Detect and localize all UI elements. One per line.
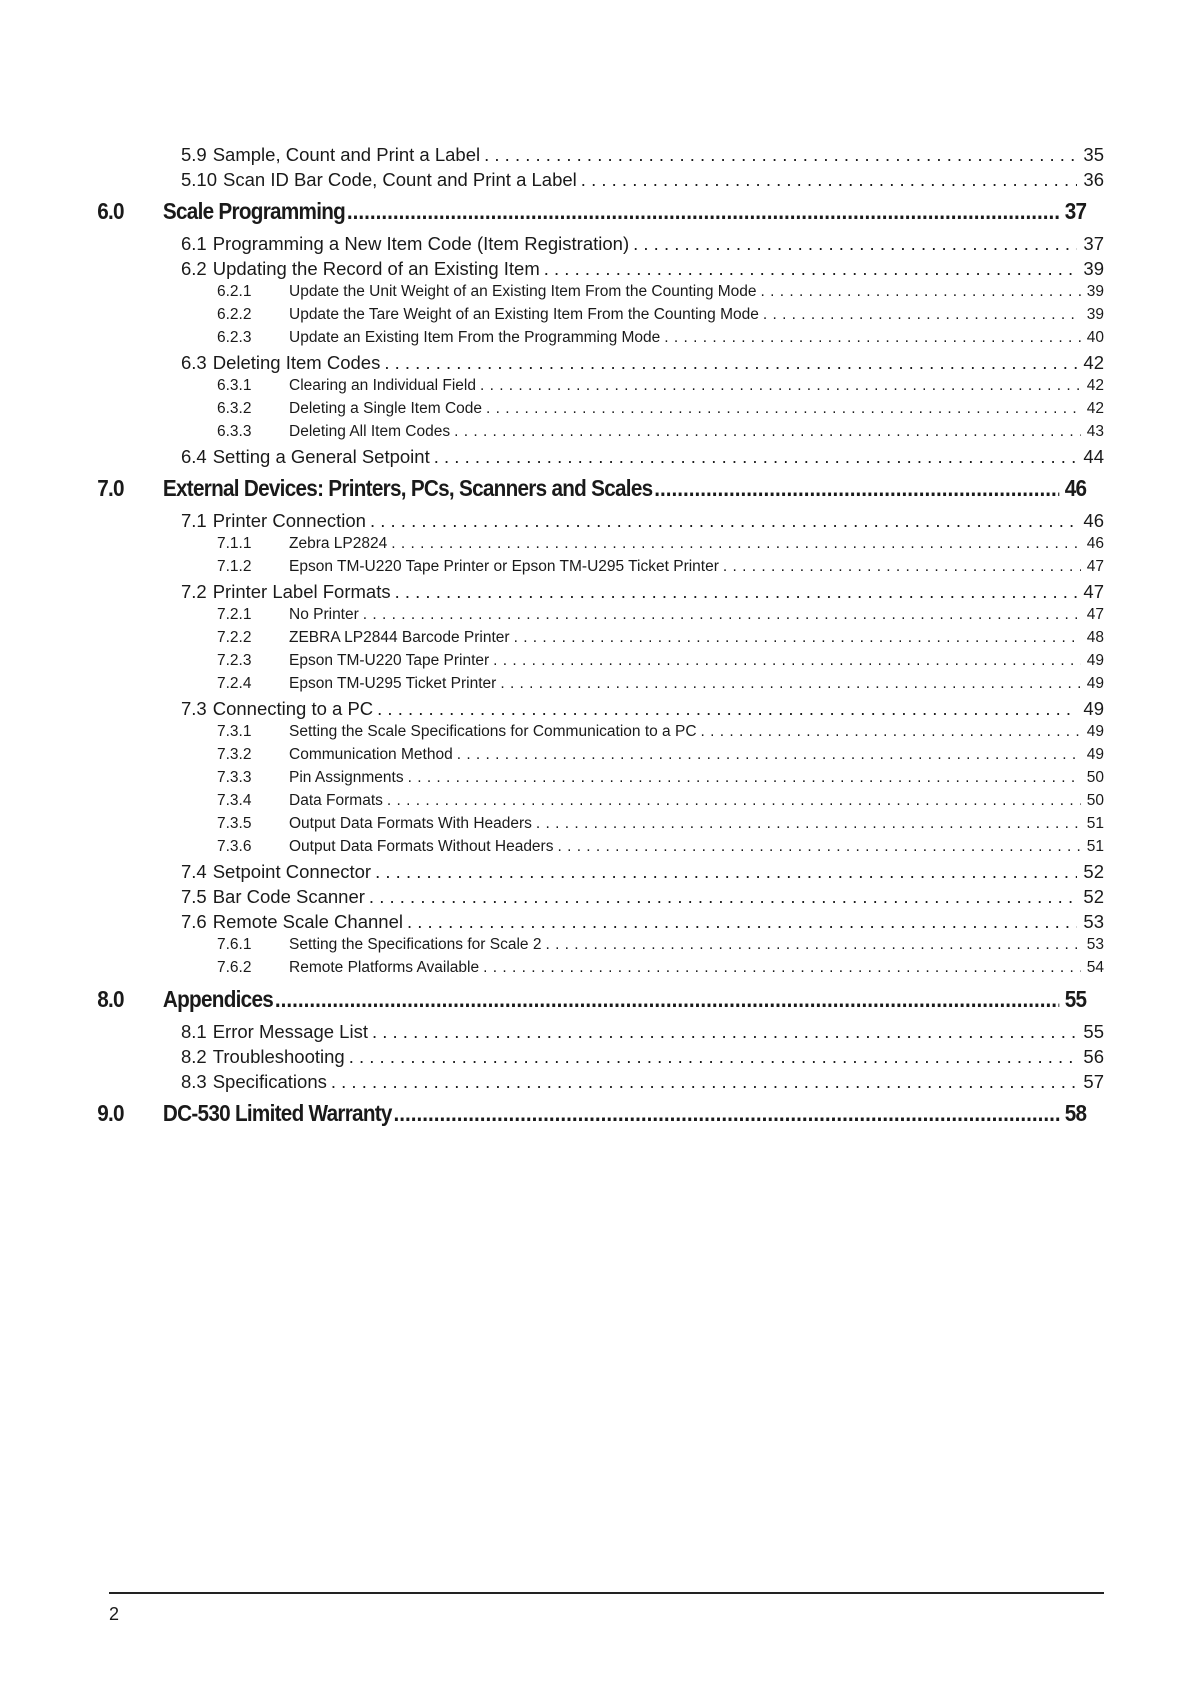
toc-entry-6-2-3[interactable] [0,329,1104,352]
toc-entry-title: Setting the Specifications for Scale 2 [289,936,542,953]
dot-leader [532,815,1081,833]
toc-entry-number: 7.3.4 [217,792,252,809]
toc-entry-number: 7.1.2 [217,558,252,575]
toc-entry-page: 49 [1086,723,1104,740]
toc-entry-number: 8.0 [97,986,124,1012]
toc-entry-title: Setting a General Setpoint [212,446,430,467]
toc-entry-8-1[interactable] [0,1021,1104,1046]
toc-entry-7-3-4[interactable] [0,792,1104,815]
toc-entry-5-10[interactable] [0,169,1104,194]
toc-entry-page: 42 [1086,377,1104,394]
toc-entry-number: 7.5 [181,886,207,907]
toc-entry-number: 7.3.6 [217,838,252,855]
toc-entry-page: 47 [1083,581,1104,602]
dot-leader [482,400,1081,418]
toc-entry-page: 54 [1086,959,1104,976]
toc-entry-title: Troubleshooting [212,1046,345,1067]
toc-entry-title: ZEBRA LP2844 Barcode Printer [289,629,510,646]
dot-leader [345,1046,1078,1068]
dot-leader [540,258,1078,280]
toc-entry-page: 50 [1086,769,1104,786]
dot-leader [479,959,1081,977]
toc-entry-7-2-3[interactable] [0,652,1104,675]
toc-entry-number: 6.0 [97,198,124,224]
dot-leader [365,886,1078,908]
toc-entry-number: 8.3 [181,1071,207,1092]
toc-entry-title: Update the Tare Weight of an Existing Item From the Counting Mode [289,306,759,323]
toc-entry-title: DC-530 Limited Warranty [162,1100,392,1126]
toc-entry-page: 35 [1083,144,1104,165]
toc-entry-number: 7.2.4 [217,675,252,692]
toc-entry-6-3-1[interactable] [0,377,1104,400]
toc-entry-6-2[interactable] [0,258,1104,283]
toc-entry-title: Scale Programming [162,198,346,224]
dot-leader [553,838,1080,856]
toc-entry-number: 7.3.3 [217,769,252,786]
toc-entry-page: 58 [1064,1100,1087,1126]
toc-entry-page: 47 [1086,558,1104,575]
toc-entry-7-6-1[interactable] [0,936,1104,959]
toc-entry-page: 42 [1086,400,1104,417]
toc-entry-page: 52 [1083,886,1104,907]
toc-entry-7-3[interactable] [0,698,1104,723]
toc-entry-9-0[interactable] [0,1100,1086,1135]
toc-entry-title: Printer Connection [212,510,366,531]
dot-leader [697,723,1081,741]
page-number: 2 [109,1604,120,1624]
toc-entry-number: 7.0 [97,475,124,501]
toc-entry-page: 37 [1083,233,1104,254]
dot-leader [629,233,1077,255]
toc-entry-page: 47 [1086,606,1104,623]
toc-entry-number: 7.3.5 [217,815,252,832]
toc-entry-title: Output Data Formats With Headers [289,815,532,832]
dot-leader [476,377,1081,395]
toc-entry-number: 7.1.1 [217,535,252,552]
toc-entry-page: 56 [1083,1046,1104,1067]
toc-entry-8-2[interactable] [0,1046,1104,1071]
toc-entry-page: 46 [1064,475,1087,501]
toc-entry-number: 6.3.3 [217,423,252,440]
toc-entry-6-3-2[interactable] [0,400,1104,423]
toc-entry-title: Connecting to a PC [212,698,374,719]
toc-entry-page: 42 [1083,352,1104,373]
dot-leader [510,629,1081,647]
toc-entry-page: 48 [1086,629,1104,646]
dot-leader [759,306,1081,324]
toc-entry-title: No Printer [289,606,359,623]
dot-leader [652,475,1059,502]
dot-leader [327,1071,1078,1093]
toc-entry-title: Error Message List [212,1021,368,1042]
toc-entry-page: 49 [1086,675,1104,692]
toc-entry-page: 51 [1086,838,1104,855]
toc-entry-title: Scan ID Bar Code, Count and Print a Label [223,169,577,190]
dot-leader [387,535,1081,553]
toc-entry-number: 8.2 [181,1046,207,1067]
toc-entry-title: Deleting a Single Item Code [289,400,483,417]
toc-entry-number: 7.3 [181,698,207,719]
toc-entry-title: Remote Platforms Available [289,959,480,976]
toc-entry-title: Pin Assignments [289,769,404,786]
dot-leader [496,675,1080,693]
toc-entry-6-2-1[interactable] [0,283,1104,306]
toc-entry-page: 39 [1086,283,1104,300]
toc-entry-7-6-2[interactable] [0,959,1104,982]
toc-entry-number: 7.6 [181,911,207,932]
toc-entry-page: 55 [1064,986,1087,1012]
toc-entry-page: 52 [1083,861,1104,882]
toc-entry-title: Specifications [212,1071,327,1092]
toc-entry-title: Remote Scale Channel [212,911,403,932]
toc-entry-7-3-6[interactable] [0,838,1104,861]
toc-entry-title: Sample, Count and Print a Label [212,144,481,165]
toc-entry-number: 6.3.1 [217,377,252,394]
toc-entry-number: 7.2.1 [217,606,252,623]
dot-leader [403,911,1077,933]
toc-entry-number: 6.4 [181,446,207,467]
toc-entry-title: Epson TM-U220 Tape Printer [289,652,490,669]
dot-leader [660,329,1080,347]
toc-entry-number: 7.3.1 [217,723,252,740]
toc-entry-7-1-2[interactable] [0,558,1104,581]
toc-entry-7-5[interactable] [0,886,1104,911]
toc-entry-page: 39 [1083,258,1104,279]
dot-leader [392,1100,1060,1127]
toc-entry-number: 5.9 [181,144,207,165]
toc-entry-title: Clearing an Individual Field [289,377,476,394]
toc-entry-number: 8.1 [181,1021,207,1042]
toc-entry-7-3-3[interactable] [0,769,1104,792]
dot-leader [366,510,1077,532]
toc-entry-title: Setpoint Connector [212,861,372,882]
toc-entry-page: 39 [1086,306,1104,323]
toc-entry-number: 9.0 [97,1100,124,1126]
dot-leader [430,446,1078,468]
toc-entry-7-4[interactable] [0,861,1104,886]
toc-entry-number: 6.2.3 [217,329,252,346]
toc-entry-7-1[interactable] [0,510,1104,535]
toc-entry-page: 37 [1064,198,1087,224]
dot-leader [273,986,1059,1013]
toc-entry-8-3[interactable] [0,1071,1104,1096]
toc-entry-page: 49 [1086,746,1104,763]
dot-leader [359,606,1081,624]
toc-entry-number: 7.4 [181,861,207,882]
toc-entry-7-3-2[interactable] [0,746,1104,769]
table-of-contents [0,144,1191,1135]
toc-entry-title: Update the Unit Weight of an Existing Item From the Counting Mode [289,283,757,300]
toc-entry-8-0[interactable] [0,986,1086,1021]
toc-entry-7-2-4[interactable] [0,675,1104,698]
toc-entry-title: Deleting All Item Codes [289,423,451,440]
toc-entry-7-2[interactable] [0,581,1104,606]
toc-entry-number: 7.1 [181,510,207,531]
toc-entry-number: 6.2.1 [217,283,252,300]
toc-entry-6-2-2[interactable] [0,306,1104,329]
dot-leader [383,792,1081,810]
toc-entry-title: Update an Existing Item From the Programming Mode [289,329,661,346]
toc-entry-number: 7.2.2 [217,629,252,646]
toc-entry-page: 44 [1083,446,1104,467]
toc-entry-page: 51 [1086,815,1104,832]
toc-entry-title: Bar Code Scanner [212,886,365,907]
dot-leader [489,652,1081,670]
dot-leader [541,936,1080,954]
toc-entry-7-1-1[interactable] [0,535,1104,558]
toc-entry-number: 6.3.2 [217,400,252,417]
toc-entry-title: Communication Method [289,746,453,763]
toc-entry-6-3-3[interactable] [0,423,1104,446]
toc-entry-number: 6.3 [181,352,207,373]
toc-entry-title: External Devices: Printers, PCs, Scanners and Scales [162,475,653,501]
dot-leader [368,1021,1077,1043]
toc-entry-number: 6.1 [181,233,207,254]
toc-entry-title: Printer Label Formats [212,581,391,602]
toc-entry-7-2-1[interactable] [0,606,1104,629]
toc-entry-page: 49 [1083,698,1104,719]
dot-leader [453,746,1081,764]
toc-entry-page: 40 [1086,329,1104,346]
toc-entry-7-2-2[interactable] [0,629,1104,652]
toc-entry-title: Output Data Formats Without Headers [289,838,554,855]
toc-entry-6-3[interactable] [0,352,1104,377]
toc-entry-page: 55 [1083,1021,1104,1042]
dot-leader [757,283,1081,301]
toc-entry-number: 7.2.3 [217,652,252,669]
toc-entry-number: 7.3.2 [217,746,252,763]
dot-leader [404,769,1081,787]
toc-entry-page: 53 [1086,936,1104,953]
toc-entry-title: Deleting Item Codes [212,352,381,373]
dot-leader [345,198,1059,225]
dot-leader [480,144,1077,166]
toc-entry-page: 53 [1083,911,1104,932]
toc-entry-page: 49 [1086,652,1104,669]
toc-entry-number: 6.2.2 [217,306,252,323]
toc-entry-title: Appendices [162,986,274,1012]
toc-entry-7-3-5[interactable] [0,815,1104,838]
toc-entry-6-0[interactable] [0,198,1086,233]
toc-entry-page: 36 [1083,169,1104,190]
toc-entry-7-6[interactable] [0,911,1104,936]
dot-leader [391,581,1078,603]
dot-leader [373,698,1077,720]
toc-entry-title: Updating the Record of an Existing Item [212,258,540,279]
footer-rule [109,1592,1104,1594]
toc-entry-title: Epson TM-U295 Ticket Printer [289,675,497,692]
toc-entry-7-0[interactable] [0,475,1086,510]
toc-entry-number: 7.6.2 [217,959,252,976]
toc-entry-number: 5.10 [181,169,218,190]
toc-entry-title: Setting the Scale Specifications for Communication to a PC [289,723,697,740]
toc-entry-5-9[interactable] [0,144,1104,169]
toc-entry-number: 6.2 [181,258,207,279]
toc-entry-title: Programming a New Item Code (Item Registration) [212,233,630,254]
dot-leader [577,169,1078,191]
toc-entry-6-4[interactable] [0,446,1104,471]
toc-entry-6-1[interactable] [0,233,1104,258]
dot-leader [371,861,1077,883]
toc-entry-page: 46 [1086,535,1104,552]
toc-entry-page: 46 [1083,510,1104,531]
toc-entry-title: Data Formats [289,792,383,809]
toc-entry-page: 57 [1083,1071,1104,1092]
toc-entry-title: Epson TM-U220 Tape Printer or Epson TM-U295 Ticket Printer [289,558,719,575]
toc-entry-7-3-1[interactable] [0,723,1104,746]
toc-entry-number: 7.2 [181,581,207,602]
toc-entry-page: 43 [1086,423,1104,440]
toc-entry-page: 50 [1086,792,1104,809]
toc-entry-title: Zebra LP2824 [289,535,388,552]
dot-leader [719,558,1081,576]
toc-entry-number: 7.6.1 [217,936,252,953]
dot-leader [380,352,1077,374]
dot-leader [450,423,1081,441]
